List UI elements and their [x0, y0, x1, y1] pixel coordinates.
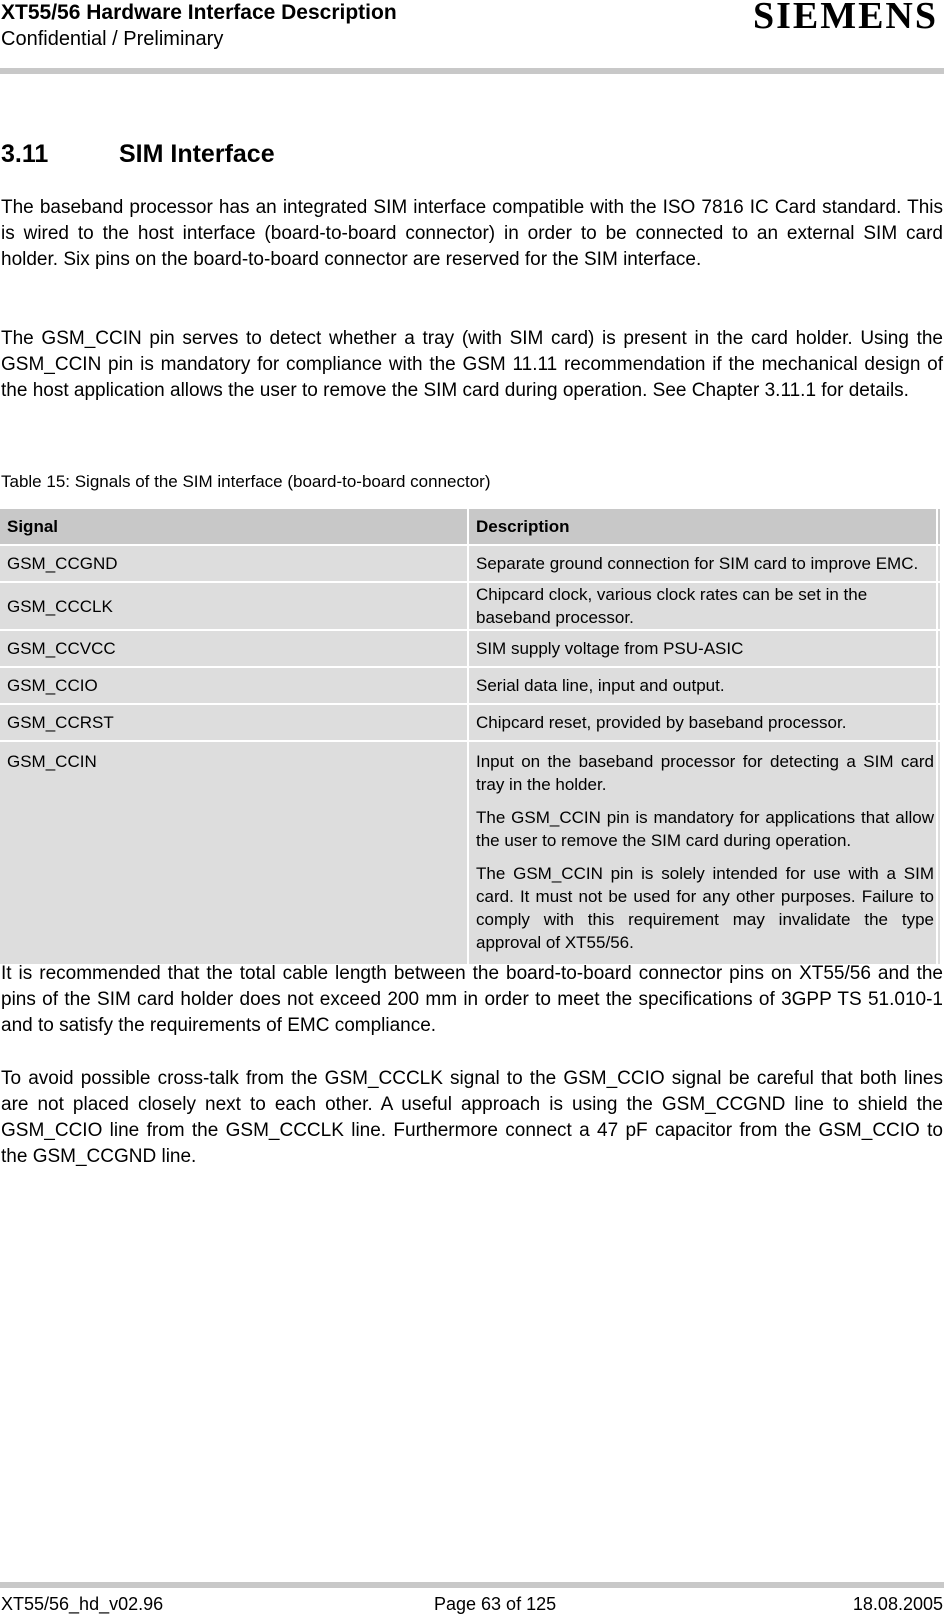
signal-cell: GSM_CCIO — [0, 668, 467, 703]
description-line: The GSM_CCIN pin is solely intended for use with a SIM card. It must not be used for any other purposes. Failure to comply with this requirement may invalidate the type approval of XT55/56. — [476, 864, 934, 952]
signal-cell: GSM_CCIN — [0, 742, 467, 964]
table-row — [0, 546, 940, 581]
paragraph-cable-length: It is recommended that the total cable length between the board-to-board connector pins on XT55/56 and the pins of the SIM card holder does not exceed 200 mm in order to meet the specifications of 3GPP TS 51.010-1 and to satisfy the requirements of EMC compliance. — [1, 963, 943, 1036]
table-row — [0, 631, 940, 666]
paragraph-crosstalk: To avoid possible cross-talk from the GSM_CCCLK signal to the GSM_CCIO signal be careful that both lines are not placed closely next to each other. A useful approach is using the GSM_CCGND line to shield the GSM_CCIO line from the GSM_CCCLK line. Furthermore connect a 47 pF capacitor from the GSM_CCIO to the GSM_CCGND line. — [1, 1068, 943, 1167]
paragraph-intro: The baseband processor has an integrated SIM interface compatible with the ISO 7816 IC Card standard. This is wired to the host interface (board-to-board connector) in order to be connected to an external SIM card holder. Six pins on the board-to-board connector are reserved for the SIM interface. — [1, 197, 943, 270]
table-header-description: Description — [469, 509, 936, 544]
description-cell: Chipcard clock, various clock rates can be set in the baseband processor. — [469, 583, 936, 629]
siemens-logo: SIEMENS — [752, 0, 938, 37]
paragraph-ccin: The GSM_CCIN pin serves to detect whether a tray (with SIM card) is present in the card holder. Using the GSM_CCIN pin is mandatory for compliance with the GSM 11.11 recommendation if the mechanical design of the host application allows the user to remove the SIM card during operation. See Chapter 3.11.1 for details. — [1, 328, 943, 401]
signal-cell: GSM_CCGND — [0, 546, 467, 581]
footer-date: 18.08.2005 — [852, 1594, 943, 1614]
description-line: Input on the baseband processor for detecting a SIM card tray in the holder. — [476, 752, 934, 794]
signal-cell: GSM_CCCLK — [0, 583, 467, 629]
table-row — [0, 742, 940, 964]
footer-document-id: XT55/56_hd_v02.96 — [1, 1594, 164, 1614]
description-line: The GSM_CCIN pin is mandatory for applications that allow the user to remove the SIM card during operation. — [476, 808, 934, 850]
section-number: 3.11 — [1, 140, 49, 168]
description-cell: SIM supply voltage from PSU-ASIC — [469, 631, 936, 666]
signal-cell: GSM_CCRST — [0, 705, 467, 740]
table-row — [0, 668, 940, 703]
table-row — [0, 583, 940, 629]
footer-rule — [0, 1582, 944, 1588]
signals-table — [0, 507, 944, 966]
section-heading — [1, 139, 275, 169]
description-cell: Separate ground connection for SIM card to improve EMC. — [469, 546, 936, 581]
footer-page-number: Page 63 of 125 — [434, 1594, 557, 1614]
table-row — [0, 705, 940, 740]
header-rule — [0, 68, 944, 74]
description-cell — [469, 742, 936, 964]
page-header — [0, 0, 944, 72]
document-subtitle: Confidential / Preliminary — [1, 28, 224, 50]
section-title: SIM Interface — [119, 140, 275, 168]
table-caption: Table 15: Signals of the SIM interface (board-to-board connector) — [1, 472, 491, 491]
description-cell: Chipcard reset, provided by baseband processor. — [469, 705, 936, 740]
document-title: XT55/56 Hardware Interface Description — [1, 1, 397, 24]
table-header-signal: Signal — [0, 509, 467, 544]
signal-cell: GSM_CCVCC — [0, 631, 467, 666]
description-cell: Serial data line, input and output. — [469, 668, 936, 703]
